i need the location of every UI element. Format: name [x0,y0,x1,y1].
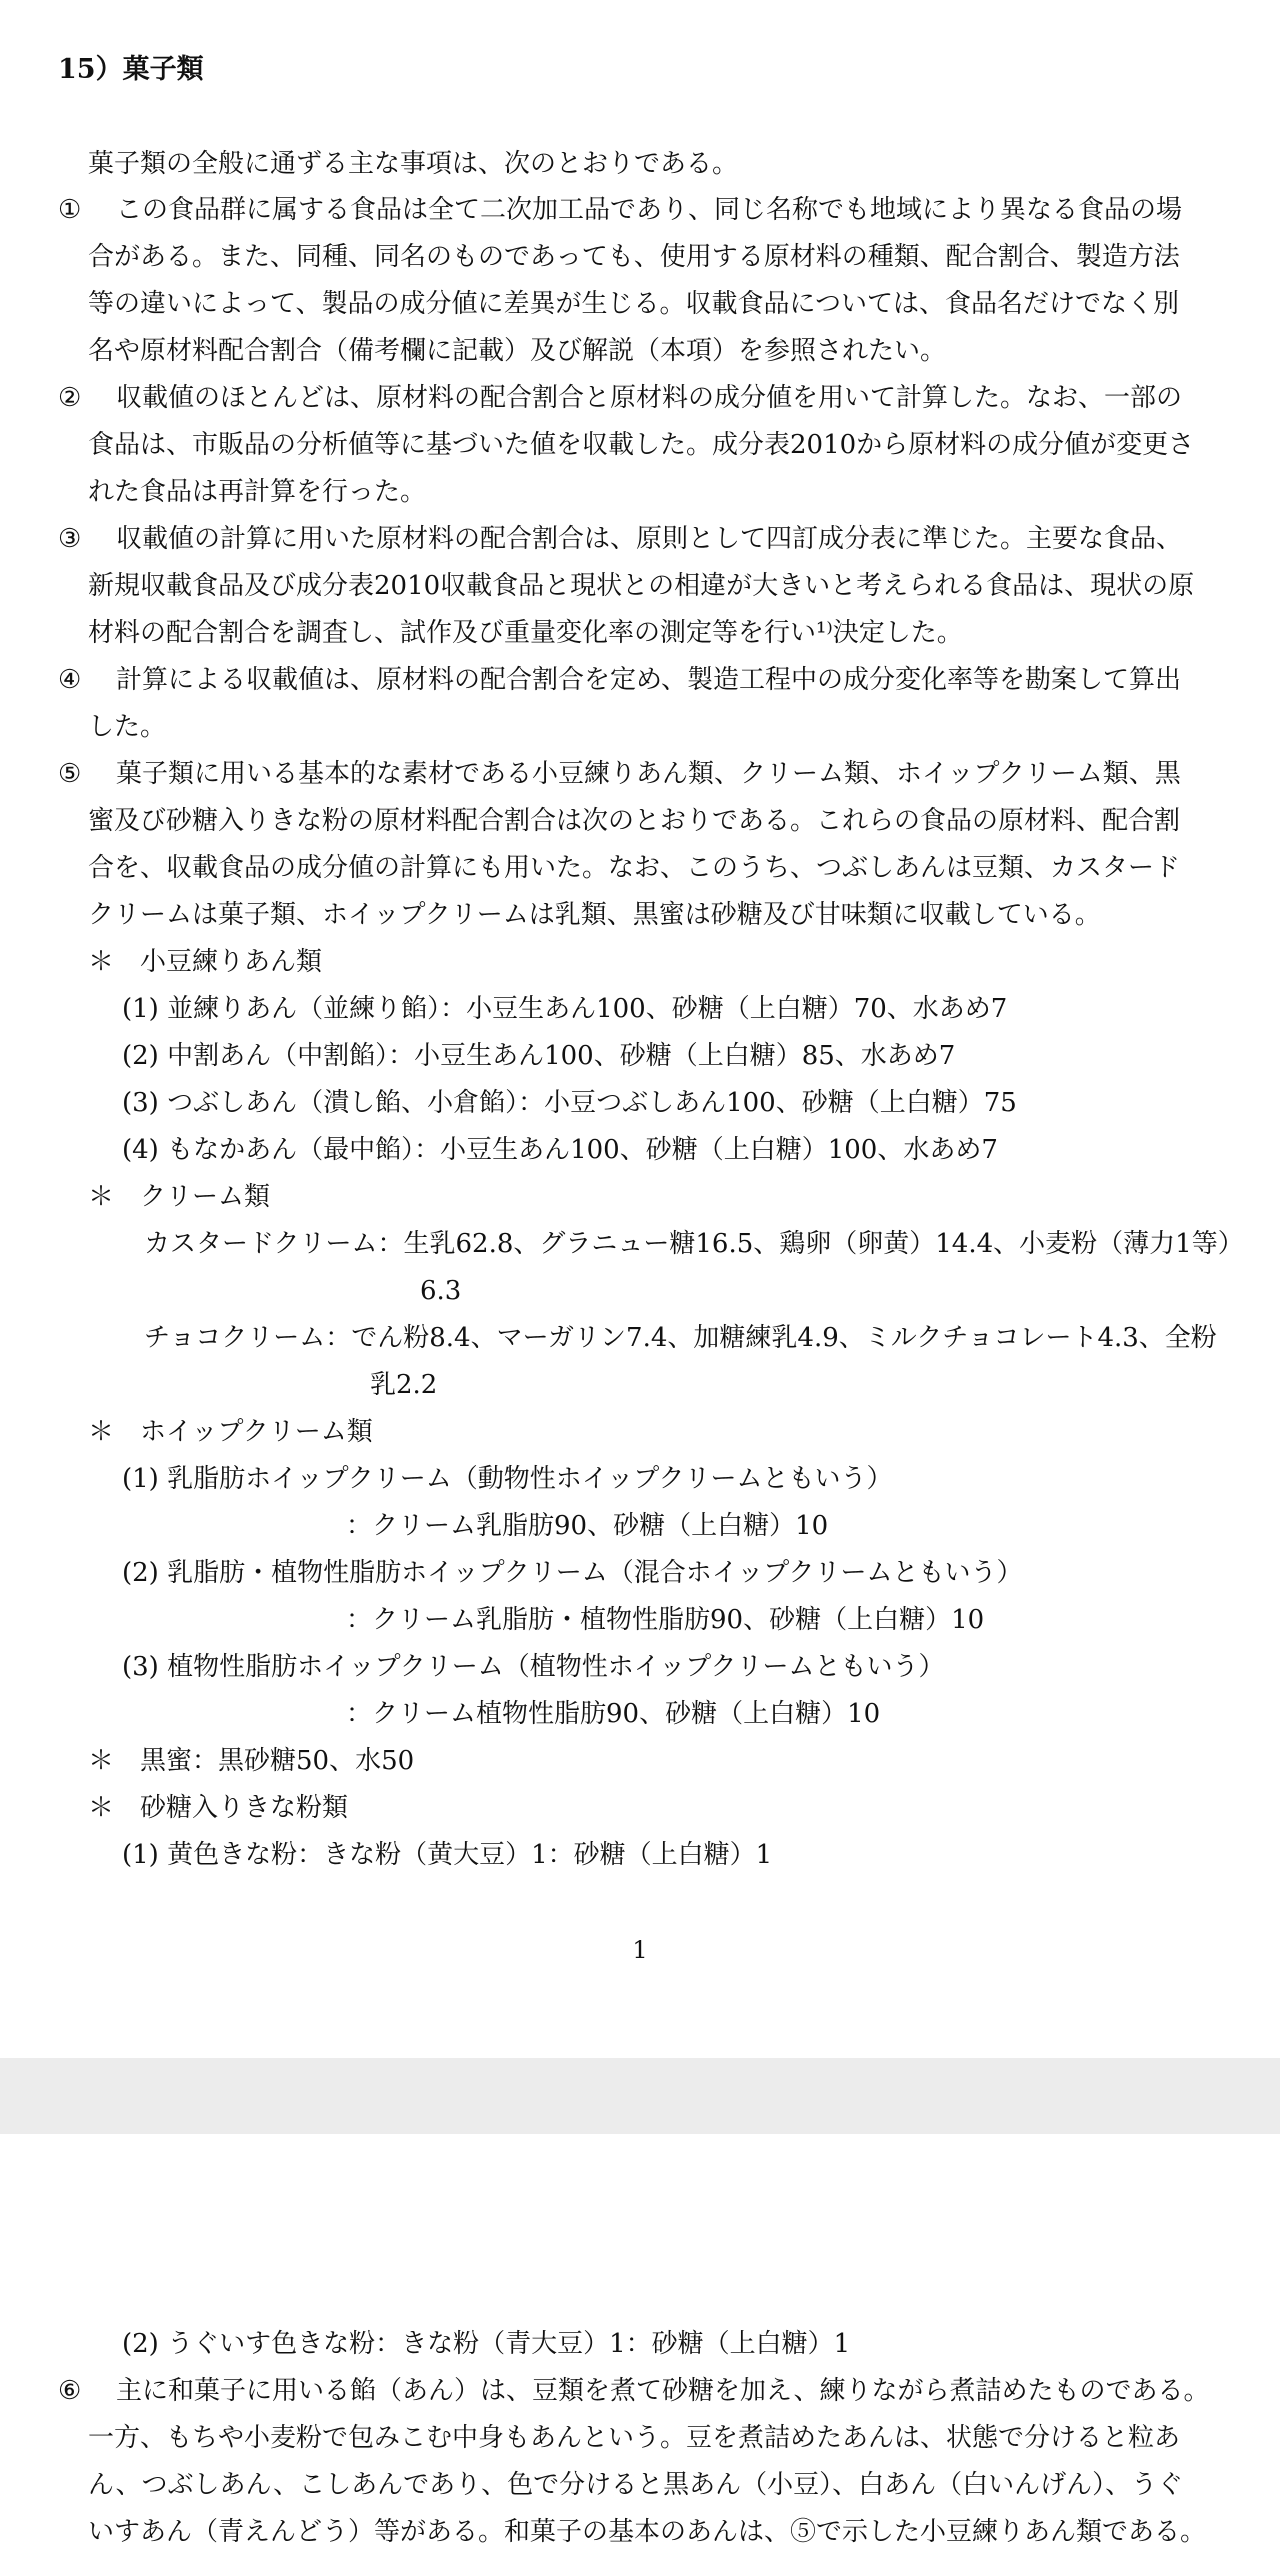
list-item-continuation: 6.3 [420,1276,462,1306]
paragraph-line: 菓子類に用いる基本的な素材である小豆練りあん類、クリーム類、ホイップクリーム類、黒 [116,759,1181,789]
paragraph-line: クリームは菓子類、ホイップクリームは乳類、黒蜜は砂糖及び甘味類に収載している。 [88,900,1101,930]
paragraph-line: れた食品は再計算を行った。 [88,477,427,507]
item-number: ③ [58,524,82,554]
paragraph-line: いすあん（青えんどう）等がある。和菓子の基本のあんは、⑤で示した小豆練りあん類である。 [88,2517,1207,2547]
paragraph-line: 蜜及び砂糖入りきな粉の原材料配合割合は次のとおりである。これらの食品の原材料、配合割 [88,806,1181,836]
paragraph-line: 名や原材料配合割合（備考欄に記載）及び解説（本項）を参照されたい。 [88,336,947,366]
list-item-continuation: ：クリーム乳脂肪・植物性脂肪90、砂糖（上白糖）10 [346,1605,985,1635]
paragraph-line: 等の違いによって、製品の成分値に差異が生じる。収載食品については、食品名だけでなく別 [88,289,1179,319]
document-page-2 [0,2134,1280,2568]
list-item: (1) 黄色きな粉：きな粉（黄大豆）1：砂糖（上白糖）1 [122,1840,773,1870]
paragraph-line: 食品は、市販品の分析値等に基づいた値を収載した。成分表2010から原材料の成分値が変更さ [88,430,1195,460]
bullet-heading: ＊ クリーム類 [88,1182,271,1212]
list-item-continuation: 乳2.2 [370,1370,438,1400]
paragraph-line: ん、つぶしあん、こしあんであり、色で分けると黒あん（小豆）、白あん（白いんげん）、うぐ [88,2470,1184,2500]
item-number: ⑤ [58,759,82,789]
page-separator [0,2058,1280,2134]
bullet-heading: ＊ 小豆練りあん類 [88,947,323,977]
list-item: (3) 植物性脂肪ホイップクリーム（植物性ホイップクリームともいう） [122,1652,945,1682]
paragraph-line: 新規収載食品及び成分表2010収載食品と現状との相違が大きいと考えられる食品は、現状の原 [88,571,1195,601]
paragraph-line: した。 [88,712,167,742]
bullet-heading: ＊ 砂糖入りきな粉類 [88,1793,349,1823]
section-heading: 15）菓子類 [58,54,204,85]
list-item: (2) うぐいす色きな粉：きな粉（青大豆）1：砂糖（上白糖）1 [122,2329,851,2359]
page-number: 1 [632,1936,648,1964]
list-item-continuation: ：クリーム乳脂肪90、砂糖（上白糖）10 [346,1511,829,1541]
item-number: ① [58,195,82,225]
paragraph-line: 収載値の計算に用いた原材料の配合割合は、原則として四訂成分表に準じた。主要な食品、 [116,524,1183,554]
paragraph-line: 収載値のほとんどは、原材料の配合割合と原材料の成分値を用いて計算した。なお、一部の [116,383,1183,413]
paragraph-line: この食品群に属する食品は全て二次加工品であり、同じ名称でも地域により異なる食品の場 [116,195,1183,225]
paragraph-line: 材料の配合割合を調査し、試作及び重量変化率の測定等を行い¹⁾決定した。 [88,618,963,648]
bullet-heading: ＊ ホイップクリーム類 [88,1417,373,1447]
paragraph-line: 合を、収載食品の成分値の計算にも用いた。なお、このうち、つぶしあんは豆類、カスタード [88,853,1181,883]
list-item: カスタードクリーム：生乳62.8、グラニュー糖16.5、鶏卵（卵黄）14.4、小麦粉（薄力1等） [144,1229,1244,1259]
list-item: (4) もなかあん（最中餡）：小豆生あん100、砂糖（上白糖）100、水あめ7 [122,1135,998,1165]
paragraph-line: 計算による収載値は、原材料の配合割合を定め、製造工程中の成分変化率等を勘案して算出 [116,665,1181,695]
list-item: (1) 並練りあん（並練り餡）：小豆生あん100、砂糖（上白糖）70、水あめ7 [122,994,1008,1024]
list-item-continuation: ：クリーム植物性脂肪90、砂糖（上白糖）10 [346,1699,881,1729]
item-number: ④ [58,665,82,695]
paragraph-line: 主に和菓子に用いる餡（あん）は、豆類を煮て砂糖を加え、練りながら煮詰めたものである。 [116,2376,1210,2406]
list-item: (2) 乳脂肪・植物性脂肪ホイップクリーム（混合ホイップクリームともいう） [122,1558,1023,1588]
list-item: (1) 乳脂肪ホイップクリーム（動物性ホイップクリームともいう） [122,1464,893,1494]
item-number: ⑥ [58,2376,82,2406]
paragraph-line: 合がある。また、同種、同名のものであっても、使用する原材料の種類、配合割合、製造方法 [88,242,1180,272]
list-item: チョコクリーム：でん粉8.4、マーガリン7.4、加糖練乳4.9、ミルクチョコレート4.3、全粉 [144,1323,1217,1353]
list-item: (3) つぶしあん（潰し餡、小倉餡）：小豆つぶしあん100、砂糖（上白糖）75 [122,1088,1017,1118]
list-item: (2) 中割あん（中割餡）：小豆生あん100、砂糖（上白糖）85、水あめ7 [122,1041,956,1071]
paragraph-line: 一方、もちや小麦粉で包みこむ中身もあんという。豆を煮詰めたあんは、状態で分けると粒あ [88,2423,1181,2453]
item-number: ② [58,383,82,413]
bullet-heading: ＊ 黒蜜：黒砂糖50、水50 [88,1746,415,1776]
intro-text: 菓子類の全般に通ずる主な事項は、次のとおりである。 [88,149,739,179]
